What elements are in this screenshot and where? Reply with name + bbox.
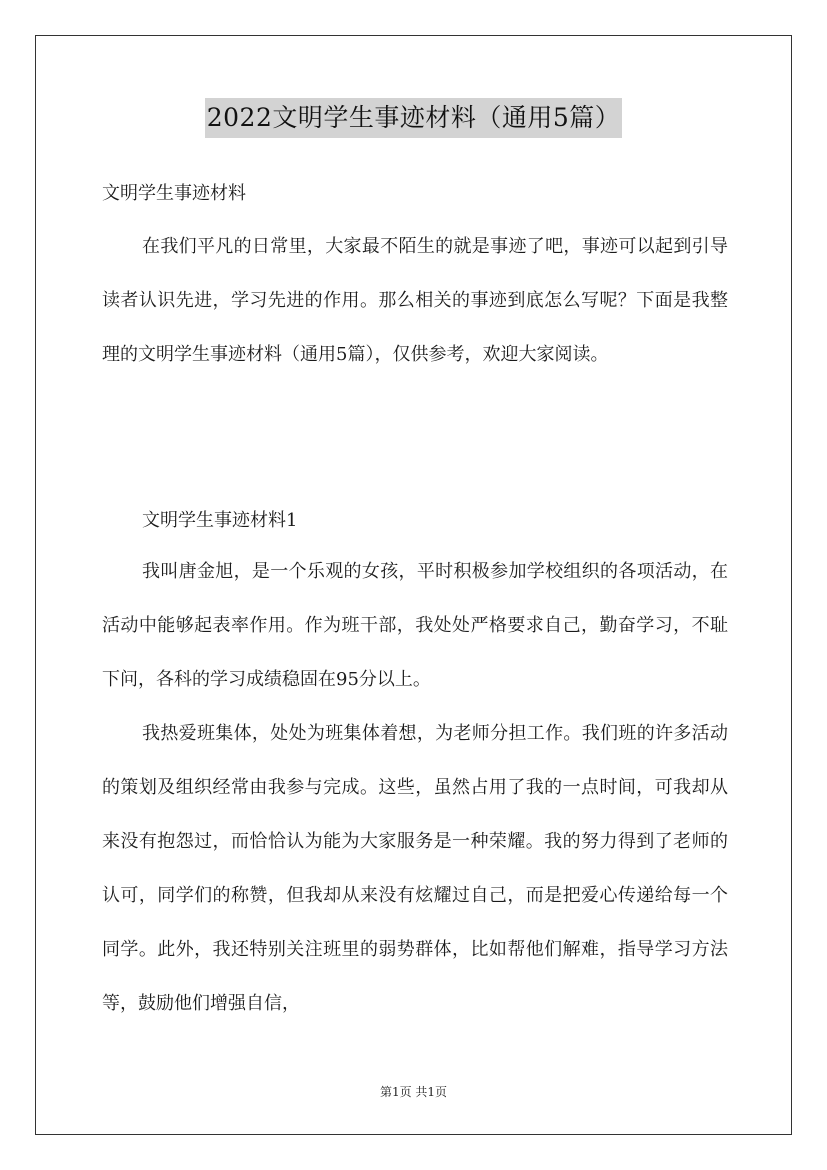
intro-section [102, 220, 728, 382]
page-number-footer: 第1页 共1页 [379, 1085, 448, 1099]
section1-body [102, 545, 728, 1031]
document-subheading: 文明学生事迹材料 [102, 183, 246, 204]
section-paragraph: 我热爱班集体，处处为班集体着想，为老师分担工作。我们班的许多活动的策划及组织经常由我参与完成。这些，虽然占用了我的一点时间，可我却从来没有抱怨过，而恰恰认为能为大家服务是一种荣耀。我的努力得到了老师的认可，同学们的称赞，但我却从来没有炫耀过自己，而是把爱心传递给每一个同学。此外，我还特别关注班里的弱势群体，比如帮他们解难，指导学习方法等，鼓励他们增强自信， [102, 723, 728, 1014]
section-heading: 文明学生事迹材料1 [142, 510, 298, 531]
title-container [0, 98, 827, 138]
document-title: 2022文明学生事迹材料（通用5篇） [205, 98, 623, 138]
section-paragraph: 我叫唐金旭，是一个乐观的女孩，平时积极参加学校组织的各项活动，在活动中能够起表率作用。作为班干部，我处处严格要求自己，勤奋学习，不耻下问，各科的学习成绩稳固在95分以上。 [102, 561, 728, 690]
intro-paragraph: 在我们平凡的日常里，大家最不陌生的就是事迹了吧，事迹可以起到引导读者认识先进，学习先进的作用。那么相关的事迹到底怎么写呢？下面是我整理的文明学生事迹材料（通用5篇），仅供参考，欢迎大家阅读。 [102, 236, 728, 365]
